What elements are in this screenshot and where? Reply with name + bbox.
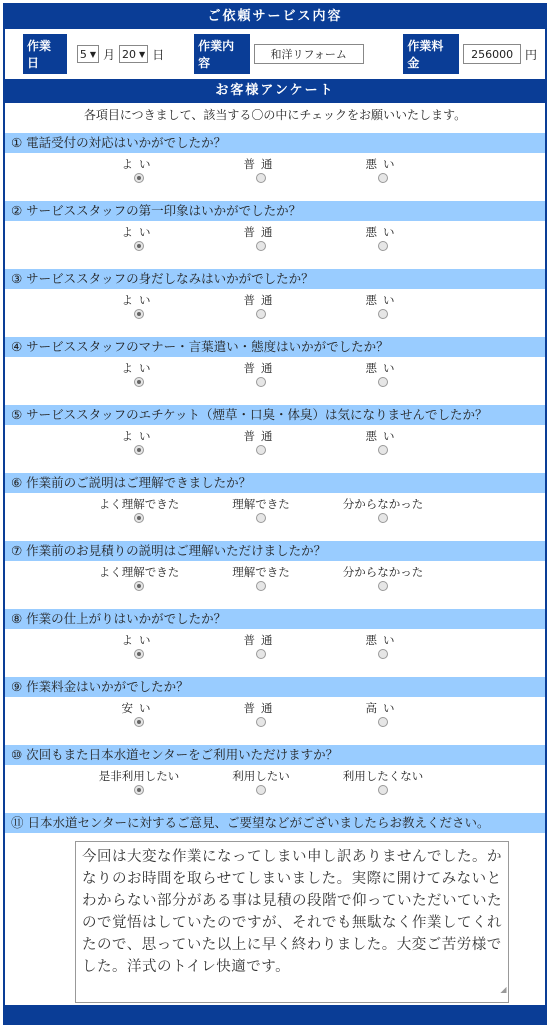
survey-form: [3, 3, 547, 1025]
question-9: ⑨ 作業料金はいかがでしたか？: [5, 677, 545, 697]
answer-radio[interactable]: [378, 581, 388, 591]
answer-label: よい: [121, 225, 157, 239]
answer-option[interactable]: [328, 496, 438, 526]
fee-unit: 円: [524, 47, 537, 62]
answer-label: よい: [121, 633, 157, 647]
answer-label: 高い: [365, 701, 401, 715]
answer-radio[interactable]: [134, 377, 144, 387]
answer-radio[interactable]: [256, 241, 266, 251]
question-7: ⑦ 作業前のお見積りの説明はご理解いただけましたか？: [5, 541, 545, 561]
answer-option[interactable]: [84, 360, 194, 390]
survey-header: お客様アンケート: [5, 79, 545, 103]
answer-label: 理解できた: [232, 565, 290, 579]
answer-label: よく理解できた: [98, 565, 180, 579]
answer-radio[interactable]: [256, 649, 266, 659]
answer-radio[interactable]: [256, 309, 266, 319]
answer-radio[interactable]: [378, 785, 388, 795]
answer-option[interactable]: [206, 428, 316, 458]
answer-label: 普通: [243, 157, 279, 171]
survey-intro: 各項目につきまして、該当する〇の中にチェックをお願いいたします。: [83, 108, 467, 122]
answer-label: 普通: [243, 225, 279, 239]
day-value: 20: [122, 47, 137, 61]
answer-radio[interactable]: [134, 241, 144, 251]
question-4: ④ サービススタッフのマナー・言葉遣い・態度はいかがでしたか？: [5, 337, 545, 357]
answer-option[interactable]: [328, 292, 438, 322]
comment-text: 今回は大変な作業になってしまい申し訳ありませんでした。かなりのお時間を取らせてしまいました。実際に開けてみないとわからない部分がある事は見積の段階で仰っていただいていたので覚悟はしていたのですが、それでも無駄なく作業してくれたので、思っていた以上に早く終わりました。大変ご苦労様でした。洋式のトイレ快適です。: [82, 849, 502, 975]
question-2-options: [5, 221, 545, 263]
day-select[interactable]: [119, 45, 148, 63]
answer-option[interactable]: [206, 496, 316, 526]
answer-radio[interactable]: [134, 717, 144, 727]
answer-label: 分からなかった: [342, 565, 424, 579]
answer-radio[interactable]: [378, 649, 388, 659]
fee-label: 作業料金: [403, 34, 459, 74]
answer-option[interactable]: [328, 564, 438, 594]
question-6: ⑥ 作業前のご説明はご理解できましたか？: [5, 473, 545, 493]
footer-bar: [5, 1005, 545, 1023]
answer-option[interactable]: [328, 224, 438, 254]
answer-option[interactable]: [84, 700, 194, 730]
answer-option[interactable]: [206, 156, 316, 186]
question-4-options: [5, 357, 545, 399]
answer-option[interactable]: [84, 156, 194, 186]
answer-option[interactable]: [84, 564, 194, 594]
answer-radio[interactable]: [378, 309, 388, 319]
question-1-options: [5, 153, 545, 195]
answer-label: 悪い: [365, 157, 401, 171]
answer-option[interactable]: [84, 632, 194, 662]
content-field[interactable]: 和洋リフォーム: [254, 44, 364, 64]
answer-label: よい: [121, 361, 157, 375]
answer-label: よい: [121, 157, 157, 171]
answer-radio[interactable]: [134, 785, 144, 795]
answer-label: 安い: [121, 701, 157, 715]
answer-label: よい: [121, 293, 157, 307]
answer-option[interactable]: [206, 700, 316, 730]
answer-option[interactable]: [206, 224, 316, 254]
answer-option[interactable]: [206, 564, 316, 594]
answer-label: 悪い: [365, 225, 401, 239]
answer-radio[interactable]: [134, 445, 144, 455]
content-label: 作業内容: [194, 34, 250, 74]
date-label: 作業日: [23, 34, 67, 74]
answer-label: 普通: [243, 633, 279, 647]
answer-radio[interactable]: [378, 717, 388, 727]
answer-radio[interactable]: [378, 445, 388, 455]
answer-radio[interactable]: [134, 309, 144, 319]
month-unit: 月: [103, 47, 116, 62]
answer-radio[interactable]: [256, 581, 266, 591]
question-10-options: [5, 765, 545, 807]
answer-label: 分からなかった: [342, 497, 424, 511]
answer-label: 悪い: [365, 293, 401, 307]
answer-radio[interactable]: [378, 377, 388, 387]
month-select[interactable]: [77, 45, 99, 63]
question-11: ⑪ 日本水道センターに対するご意見、ご要望などがございましたらお教えください。: [5, 813, 545, 833]
answer-radio[interactable]: [256, 173, 266, 183]
question-5: ⑤ サービススタッフのエチケット（煙草・口臭・体臭）は気になりませんでしたか？: [5, 405, 545, 425]
answer-label: 悪い: [365, 361, 401, 375]
answer-label: 普通: [243, 701, 279, 715]
question-2: ② サービススタッフの第一印象はいかがでしたか？: [5, 201, 545, 221]
answer-radio[interactable]: [256, 785, 266, 795]
question-10: ⑩ 次回もまた日本水道センターをご利用いただけますか？: [5, 745, 545, 765]
answer-option[interactable]: [206, 632, 316, 662]
service-details-row: [5, 29, 545, 79]
answer-option[interactable]: [328, 632, 438, 662]
month-value: 5: [79, 47, 87, 61]
chevron-down-icon: ▼: [89, 49, 97, 59]
question-8: ⑧ 作業の仕上がりはいかがでしたか？: [5, 609, 545, 629]
answer-option[interactable]: [206, 292, 316, 322]
answer-radio[interactable]: [256, 513, 266, 523]
answer-label: よい: [121, 429, 157, 443]
answer-option[interactable]: [328, 700, 438, 730]
day-unit: 日: [152, 47, 165, 62]
answer-option[interactable]: [328, 156, 438, 186]
answer-label: 利用したい: [232, 769, 290, 783]
comment-textarea[interactable]: [75, 841, 509, 1003]
service-header: ご依頼サービス内容: [5, 5, 545, 29]
answer-option[interactable]: [328, 768, 438, 798]
answer-option[interactable]: [84, 428, 194, 458]
answer-label: 普通: [243, 293, 279, 307]
answer-radio[interactable]: [134, 649, 144, 659]
answer-option[interactable]: [206, 360, 316, 390]
answer-option[interactable]: [328, 360, 438, 390]
answer-radio[interactable]: [134, 513, 144, 523]
answer-label: 悪い: [365, 429, 401, 443]
answer-label: よく理解できた: [98, 497, 180, 511]
answer-option[interactable]: [84, 496, 194, 526]
question-8-options: [5, 629, 545, 671]
question-6-options: [5, 493, 545, 535]
answer-radio[interactable]: [378, 173, 388, 183]
question-5-options: [5, 425, 545, 467]
answer-radio[interactable]: [256, 717, 266, 727]
answer-option[interactable]: [84, 768, 194, 798]
question-3: ③ サービススタッフの身だしなみはいかがでしたか？: [5, 269, 545, 289]
question-1: ① 電話受付の対応はいかがでしたか？: [5, 133, 545, 153]
answer-option[interactable]: [84, 224, 194, 254]
answer-radio[interactable]: [378, 513, 388, 523]
question-3-options: [5, 289, 545, 331]
question-9-options: [5, 697, 545, 739]
chevron-down-icon: ▼: [139, 49, 146, 59]
answer-option[interactable]: [328, 428, 438, 458]
answer-radio[interactable]: [256, 377, 266, 387]
answer-radio[interactable]: [134, 173, 144, 183]
question-7-options: [5, 561, 545, 603]
answer-radio[interactable]: [378, 241, 388, 251]
answer-label: 悪い: [365, 633, 401, 647]
answer-label: 普通: [243, 361, 279, 375]
answer-label: 利用したくない: [342, 769, 424, 783]
answer-label: 普通: [243, 429, 279, 443]
answer-option[interactable]: [206, 768, 316, 798]
answer-radio[interactable]: [134, 581, 144, 591]
fee-field[interactable]: 256000: [463, 44, 521, 64]
question-list: [5, 133, 545, 807]
answer-label: 是非利用したい: [98, 769, 180, 783]
resize-grip-icon[interactable]: ◢: [500, 985, 507, 994]
answer-label: 理解できた: [232, 497, 290, 511]
answer-option[interactable]: [84, 292, 194, 322]
answer-radio[interactable]: [256, 445, 266, 455]
